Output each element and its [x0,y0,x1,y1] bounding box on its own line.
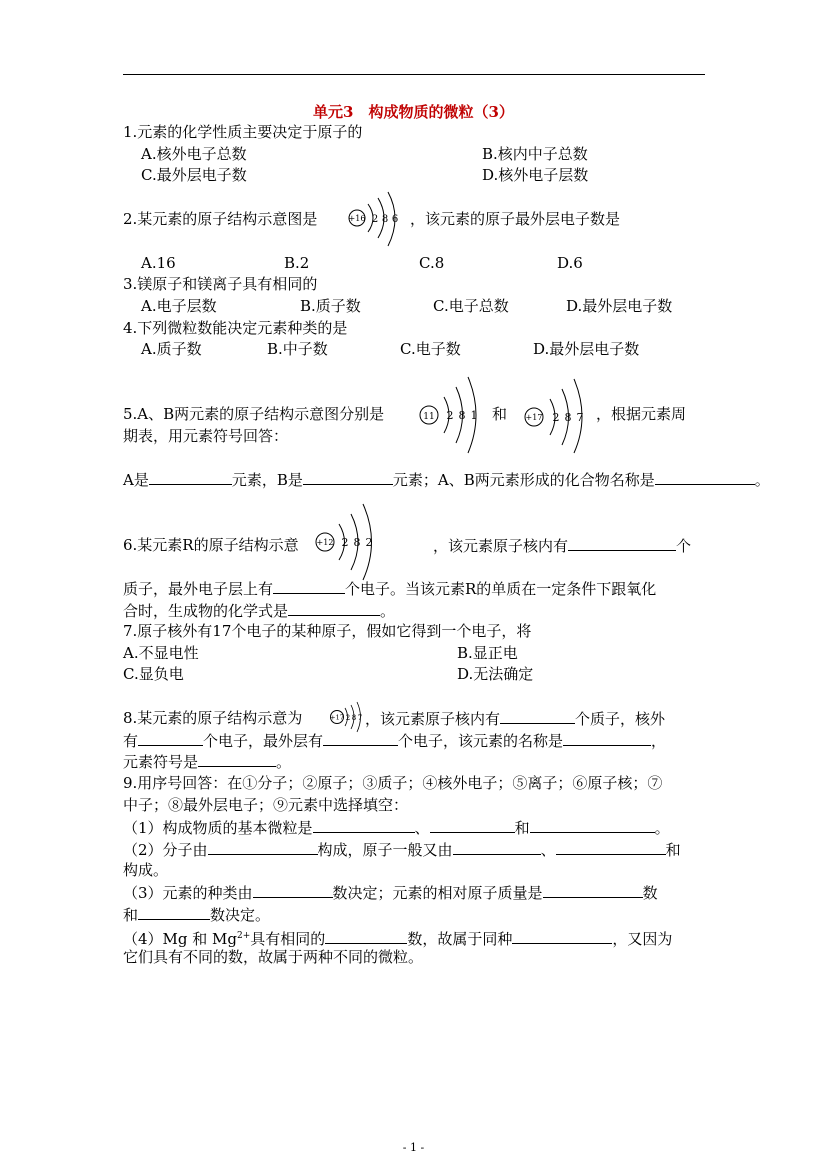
q5-atom-b-nucleus: +17 [525,413,543,422]
q2-shell-1: 2 [371,214,379,225]
q4-stem: 4.下列微粒数能决定元素种类的是 [123,319,348,337]
q9-p2-blank-3[interactable] [556,839,666,855]
q9-p2-d: 和 [665,841,681,859]
q8-blank-protons[interactable] [500,708,575,724]
q8-stem-a: 8.某元素的原子结构示意为 [123,709,303,727]
q6-shell-2: 8 [353,536,361,549]
q6-blank-formula[interactable] [288,600,380,616]
q5-and: 和 [492,405,508,423]
q4-option-c: C.电子数 [400,340,461,358]
q5-stem-b: ，根据元素周 [596,405,687,423]
q5-ans-end: 。 [754,471,770,489]
q5-atom-a-shell-1: 2 [446,409,454,422]
q8-line3-b: 。 [276,753,292,771]
q8-line3-a: 元素符号是 [123,753,199,771]
q2-option-c: C.8 [419,254,445,272]
q9-p2-blank-2[interactable] [453,839,541,855]
q9-p4-e: 它们具有不同的数，故属于两种不同的微粒。 [123,948,424,966]
q8-blank-name[interactable] [563,730,651,746]
q8-line3 [123,751,291,772]
q9-p3-blank-3[interactable] [138,904,210,920]
q6-line3-b: 。 [380,602,396,620]
q9-p2-blank-1[interactable] [208,839,318,855]
q6-stem-b: ，该元素原子核内有 [433,537,569,555]
q6-stem-c: 个 [676,537,692,555]
q5-stem-c: 期表，用元素符号回答： [123,427,289,445]
q5-atom-a-nucleus: 11 [423,412,435,422]
q4-option-b: B.中子数 [267,340,328,358]
q9-p2-c: 、 [540,841,556,859]
q4-option-a: A.质子数 [141,340,202,358]
q9-p4-a: （4）Mg 和 Mg [123,930,238,948]
q6-nucleus: +12 [316,538,334,547]
q8-line2-a: 有 [123,732,139,750]
q8-line1-tail [365,708,665,729]
q5-ans-c: 元素；A、B两元素形成的化合物名称是 [392,471,655,489]
q5-blank-c[interactable] [655,469,755,485]
q6-line2 [123,578,656,599]
q6-line2-b: 个电子。当该元素R的单质在一定条件下跟氧化 [345,580,657,598]
page-number: - 1 - [402,1141,425,1154]
q9-p4-c: 数，故属于同种 [407,930,513,948]
q6-line3-a: 合时，生成物的化学式是 [123,602,289,620]
q6-blank-outer-electrons[interactable] [273,578,345,594]
q6-stem-a: 6.某元素R的原子结构示意 [123,536,299,554]
q9-part2 [123,839,681,860]
q9-line1: 9.用序号回答：在①分子；②原子；③质子；④核外电子；⑤离子；⑥原子核；⑦ [123,774,663,792]
page-title: 单元3 构成物质的微粒（3） [313,103,514,121]
q9-part1 [123,817,670,838]
q9-p4-b: 具有相同的 [250,930,326,948]
q3-option-c: C.电子总数 [433,297,509,315]
q8-line2-d: ， [651,732,667,750]
q2-option-b: B.2 [284,254,310,272]
q5-stem-a: 5.A、B两元素的原子结构示意图分别是 [123,405,385,423]
q9-p4-superscript: 2+ [237,931,251,941]
q5-atom-b-shell-2: 8 [564,411,572,424]
q9-part4 [123,926,672,949]
q2-option-d: D.6 [557,254,583,272]
q6-line3 [123,600,395,621]
q9-p1-blank-1[interactable] [313,817,415,833]
q9-p3-e: 数决定。 [210,906,271,924]
q9-p3-c: 数 [642,884,658,902]
q6-atom-diagram [313,500,383,580]
q2-stem-b: ，该元素的原子最外层电子数是 [410,210,621,228]
q7-option-b: B.显正电 [457,644,518,662]
q6-shell-3: 2 [365,536,373,549]
q9-p1-c: 和 [514,819,530,837]
q9-p1-d: 。 [654,819,670,837]
q8-line2 [123,730,666,751]
q9-p1-blank-3[interactable] [530,817,655,833]
q8-stem-c: 个质子，核外 [575,710,666,728]
q5-atom-b-shell-1: 2 [552,411,560,424]
q7-option-c: C.显负电 [123,665,184,683]
q3-option-a: A.电子层数 [141,297,217,315]
q3-option-b: B.质子数 [300,297,361,315]
q9-p4-blank-1[interactable] [325,928,407,944]
q9-p4-blank-2[interactable] [512,928,612,944]
q9-p3-a: （3）元素的种类由 [123,884,253,902]
q6-line2-a: 质子，最外电子层上有 [123,580,274,598]
q5-atom-b-diagram [520,373,588,453]
q9-p3-d: 和 [123,906,139,924]
q8-shell-2: 8 [351,714,357,722]
q5-ans-a: A是 [123,471,149,489]
q9-p4-d: ，又因为 [612,930,673,948]
q8-blank-electrons[interactable] [138,730,203,746]
q9-p2-b: 构成，原子一般又由 [317,841,453,859]
q8-line2-b: 个电子，最外层有 [203,732,324,750]
q1-option-d: D.核外电子层数 [482,166,589,184]
q8-line2-c: 个电子，该元素的名称是 [398,732,564,750]
q2-nucleus: +16 [348,214,366,223]
q8-shell-3: 7 [357,714,363,722]
q8-blank-outer[interactable] [323,730,398,746]
q7-option-d: D.无法确定 [457,665,534,683]
q8-blank-symbol[interactable] [198,751,276,767]
q8-stem-b: ，该元素原子核内有 [365,710,501,728]
q5-answer-line [123,469,770,490]
q9-p1-a: （1）构成物质的基本微粒是 [123,819,313,837]
q2-stem-a: 2.某元素的原子结构示意图是 [123,210,318,228]
q4-option-d: D.最外层电子数 [533,340,640,358]
q5-ans-b: 元素，B是 [231,471,303,489]
q3-stem: 3.镁原子和镁离子具有相同的 [123,275,318,293]
q9-p3-blank-2[interactable] [543,882,643,898]
header-rule [123,74,705,75]
q9-p1-b: 、 [414,819,430,837]
q2-shell-3: 6 [391,214,399,225]
q9-p3-blank-1[interactable] [253,882,333,898]
q6-blank-protons[interactable] [568,535,676,551]
q7-stem: 7.原子核外有17个电子的某种原子，假如它得到一个电子，将 [123,622,532,640]
q1-option-b: B.核内中子总数 [482,145,588,163]
q8-shell-1: 2 [345,714,351,722]
q5-atom-a-shell-2: 8 [458,409,466,422]
q9-p1-blank-2[interactable] [430,817,515,833]
q2-option-a: A.16 [141,254,176,272]
q5-atom-a-diagram [416,373,482,453]
q9-p2-a: （2）分子由 [123,841,208,859]
q5-atom-b-shell-3: 7 [576,411,584,424]
q8-nucleus: +17 [330,713,344,722]
q8-atom-diagram [329,700,365,734]
q6-shell-1: 2 [341,536,349,549]
q7-option-a: A.不显电性 [123,644,199,662]
q5-blank-a[interactable] [149,469,232,485]
q9-part3-cont [123,904,270,925]
q1-stem: 1.元素的化学性质主要决定于原子的 [123,123,363,141]
q9-line2: 中子；⑧最外层电子；⑨元素中选择填空： [123,796,409,814]
q2-shell-2: 8 [381,214,389,225]
q3-option-d: D.最外层电子数 [566,297,673,315]
q1-option-c: C.最外层电子数 [141,166,247,184]
q2-atom-diagram [348,186,408,252]
q1-option-a: A.核外电子总数 [141,145,247,163]
q9-p2-e: 构成。 [123,861,169,879]
q9-p3-b: 数决定；元素的相对原子质量是 [332,884,543,902]
q5-blank-b[interactable] [303,469,393,485]
q9-part3 [123,882,658,903]
q6-line1-tail [433,535,691,556]
q5-atom-a-shell-3: 1 [470,409,478,422]
